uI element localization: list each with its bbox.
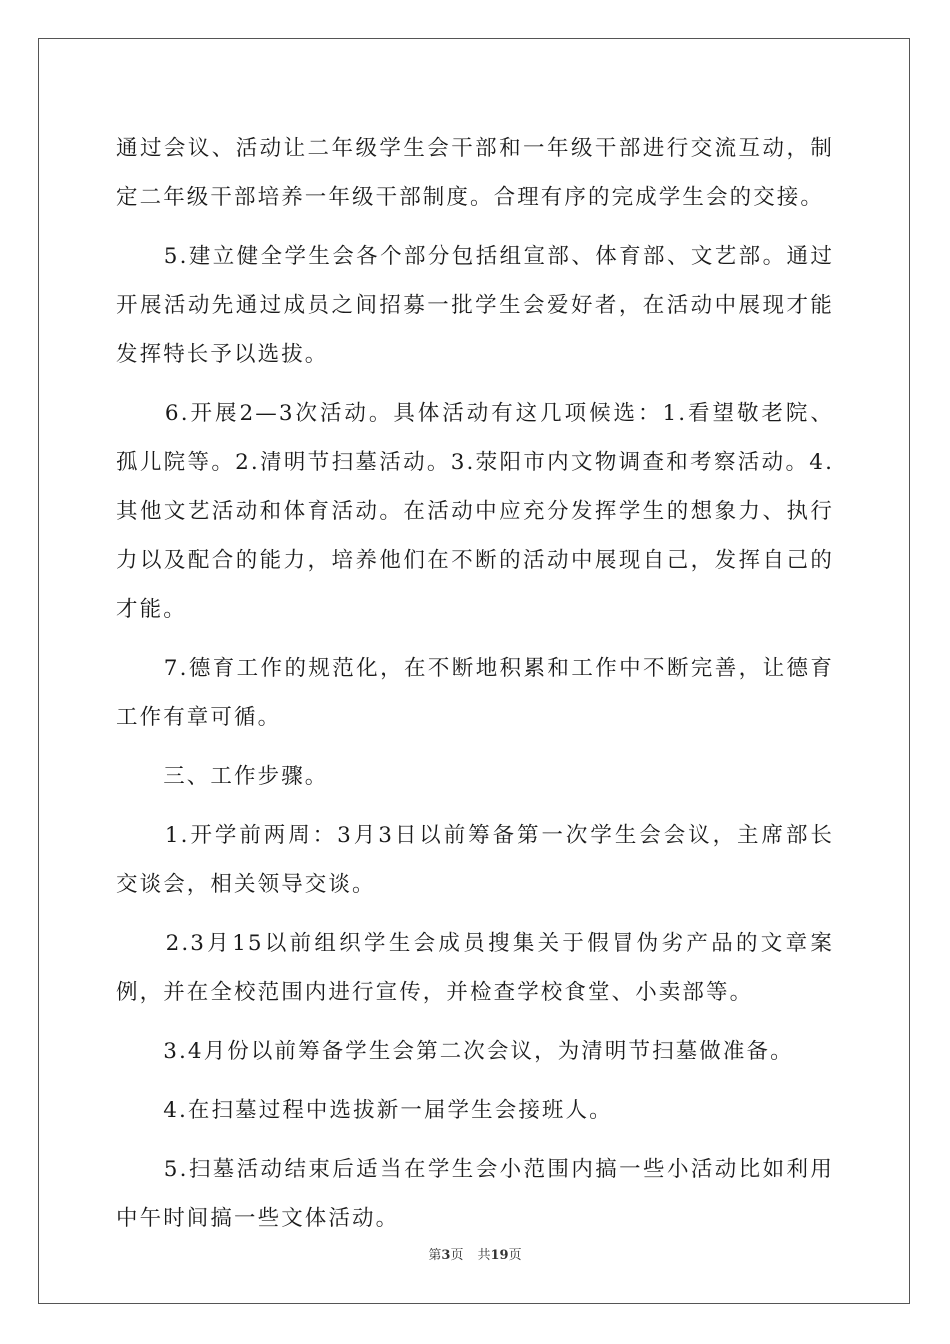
paragraph bbox=[116, 644, 834, 742]
text-line: 开展活动先通过成员之间招募一批学生会爱好者，在活动中展现才能 bbox=[116, 293, 834, 318]
current-page-number: 3 bbox=[441, 1248, 451, 1263]
text-line: 三、工作步骤。 bbox=[116, 764, 329, 789]
text-line: 3.4月份以前筹备学生会第二次会议，为清明节扫墓做准备。 bbox=[116, 1039, 794, 1064]
page-footer bbox=[0, 1244, 950, 1263]
text-line: 7.德育工作的规范化，在不断地积累和工作中不断完善，让德育 bbox=[116, 656, 834, 681]
text-line: 才能。 bbox=[116, 597, 187, 622]
text-line: 2.3月15以前组织学生会成员搜集关于假冒伪劣产品的文章案 bbox=[116, 931, 834, 956]
total-label-suffix: 页 bbox=[508, 1248, 522, 1263]
text-line: 中午时间搞一些文体活动。 bbox=[116, 1206, 400, 1231]
paragraph bbox=[116, 124, 834, 222]
page-label-suffix: 页 bbox=[450, 1248, 464, 1263]
document-body bbox=[116, 124, 834, 1243]
text-line: 4.在扫墓过程中选拔新一届学生会接班人。 bbox=[116, 1098, 613, 1123]
paragraph bbox=[116, 752, 834, 801]
text-line: 1.开学前两周：3月3日以前筹备第一次学生会会议，主席部长 bbox=[116, 823, 834, 848]
text-line: 通过会议、活动让二年级学生会干部和一年级干部进行交流互动，制 bbox=[116, 136, 834, 161]
paragraph bbox=[116, 919, 834, 1017]
text-line: 工作有章可循。 bbox=[116, 705, 282, 730]
text-line: 交谈会，相关领导交谈。 bbox=[116, 872, 376, 897]
paragraph bbox=[116, 389, 834, 634]
paragraph bbox=[116, 811, 834, 909]
text-line: 例，并在全校范围内进行宣传，并检查学校食堂、小卖部等。 bbox=[116, 980, 754, 1005]
paragraph bbox=[116, 1027, 834, 1076]
total-label-prefix: 共 bbox=[477, 1248, 491, 1263]
text-line: 其他文艺活动和体育活动。在活动中应充分发挥学生的想象力、执行 bbox=[116, 499, 834, 524]
page-label-prefix: 第 bbox=[428, 1248, 442, 1263]
total-pages-number: 19 bbox=[490, 1248, 509, 1263]
text-line: 孤儿院等。2.清明节扫墓活动。3.荥阳市内文物调查和考察活动。4. bbox=[116, 450, 834, 475]
text-line: 定二年级干部培养一年级干部制度。合理有序的完成学生会的交接。 bbox=[116, 185, 825, 210]
text-line: 5.扫墓活动结束后适当在学生会小范围内搞一些小活动比如利用 bbox=[116, 1157, 834, 1182]
paragraph bbox=[116, 1145, 834, 1243]
text-line: 发挥特长予以选拔。 bbox=[116, 342, 329, 367]
text-line: 6.开展2—3次活动。具体活动有这几项候选：1.看望敬老院、 bbox=[116, 401, 834, 426]
text-line: 力以及配合的能力，培养他们在不断的活动中展现自己，发挥自己的 bbox=[116, 548, 834, 573]
paragraph bbox=[116, 232, 834, 379]
text-line: 5.建立健全学生会各个部分包括组宣部、体育部、文艺部。通过 bbox=[116, 244, 834, 269]
paragraph bbox=[116, 1086, 834, 1135]
